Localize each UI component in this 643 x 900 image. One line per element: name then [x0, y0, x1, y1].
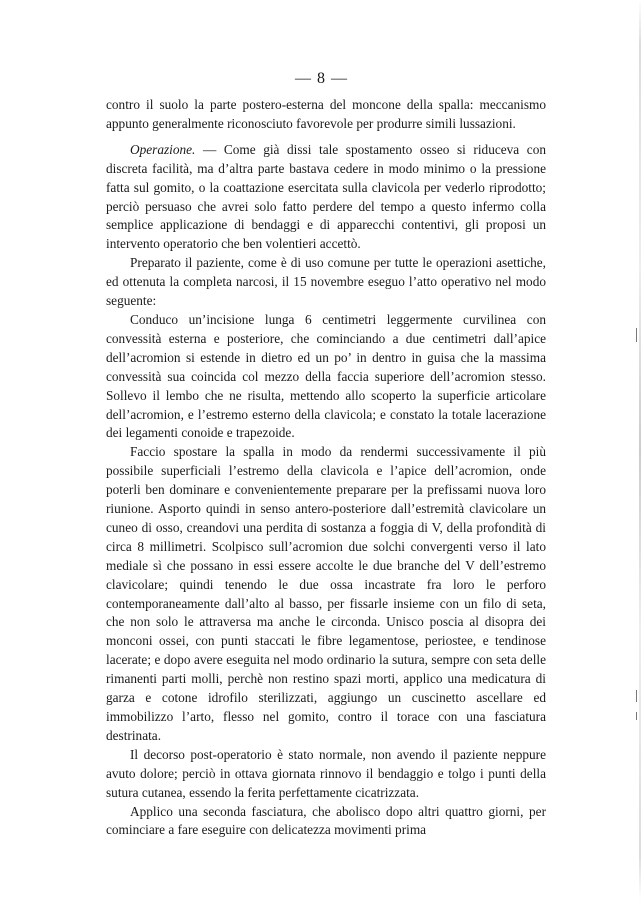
paragraph-2	[106, 141, 546, 254]
paragraph-3	[106, 254, 546, 311]
page-number: — 8 —	[295, 70, 348, 87]
paragraph-6-text: Il decorso post-operatorio è stato normale, non avendo il paziente neppure avuto dolore; perciò in ottava giornata rinnovo il bendaggio e tolgo i punti della sutura cutanea, essendo la ferita perfettamente cicatrizzata.	[106, 746, 546, 800]
paragraph-7-text: Applico una seconda fasciatura, che abolisco dopo altri quattro giorni, per cominciare a fare eseguire con delicatezza movimenti prima	[106, 803, 546, 838]
paragraph-7	[106, 803, 546, 841]
paragraph-4-text: Conduco un’incisione lunga 6 centimetri leggermente curvilinea con convessità esterna e posteriore, che cominciando a due centimetri dall’apice dell’acromion si estende in dietro ed un po’ in dentro in guisa che la massima convessità sua coincida col mezzo della faccia superiore dell’acromion stesso. Sollevo il lembo che ne risulta, mettendo allo scoperto la superficie articolare dell’acromion, e l’estremo esterno della clavicola; e constato la totale lacerazione dei legamenti conoide e trapezoide.	[106, 311, 546, 441]
scan-mark	[636, 690, 637, 702]
scan-mark	[636, 712, 637, 720]
section-heading-operazione: Operazione.	[130, 141, 196, 157]
paragraph-3-text: Preparato il paziente, come è di uso comune per tutte le operazioni asettiche, ed ottenuta la completa narcosi, il 15 novembre eseguo l’atto operativo nel modo seguente:	[106, 255, 546, 309]
scan-mark	[636, 328, 637, 342]
paragraph-5-text: Faccio spostare la spalla in modo da rendermi successivamente il più possibile superficiali l’estremo della clavicola e l’apice dell’acromion, onde poterli ben dominare e convenientemente preparare per la prefissami nuova loro riunione. Asporto quindi in senso antero-posteriore dall’estremità clavicolare un cuneo di osso, creandovi una perdita di sostanza a foggia di V, della profondità di circa 8 millimetri. Scolpisco sull’acromion due solchi convergenti verso il lato mediale sì che possano in essi essere accolte le due branche del V dell’estremo clavicolare; quindi tenendo le due ossa incastrate fra loro le perforo contemporaneamente dall’alto al basso, per fissarle insieme con un filo di seta, che non solo le attraversa ma anche le circonda. Unisco poscia al disopra dei monconi ossei, con punti staccati le fibre legamentose, periostee, e tendinose lacerate; e dopo avere eseguita nel modo ordinario la sutura, sempre con seta delle rimanenti parti molli, perchè non restino spazi morti, applico una medicatura di garza e cotone idrofilo sterilizzati, aggiungo un cuscinetto ascellare ed immobilizzo l’arto, flesso nel gomito, contro il torace con una fasciatura destrinata.	[106, 444, 546, 743]
paragraph-6	[106, 746, 546, 803]
paragraph-4	[106, 311, 546, 443]
paragraph-1-text: contro il suolo la parte postero-esterna del moncone della spalla: meccanismo appunto generalmente riconosciuto favorevole per produrre simili lussazioni.	[106, 97, 546, 131]
paragraph-1	[106, 96, 546, 134]
document-body	[106, 96, 546, 840]
scan-edge-shadow	[639, 0, 641, 900]
paragraph-5	[106, 443, 546, 746]
paragraph-2-text: — Come già dissi tale spostamento osseo si riduceva con discreta facilità, ma d’altra parte bastava cedere in modo minimo o la pressione fatta sul gomito, o la coattazione esercitata sulla clavicola per vederlo riprodotto; perciò persuaso che avrei solo fatto perdere del tempo a questo infermo colla semplice applicazione di bendaggi e di apparecchi contentivi, gli proposi un intervento operatorio che ben volentieri accettò.	[106, 141, 546, 252]
